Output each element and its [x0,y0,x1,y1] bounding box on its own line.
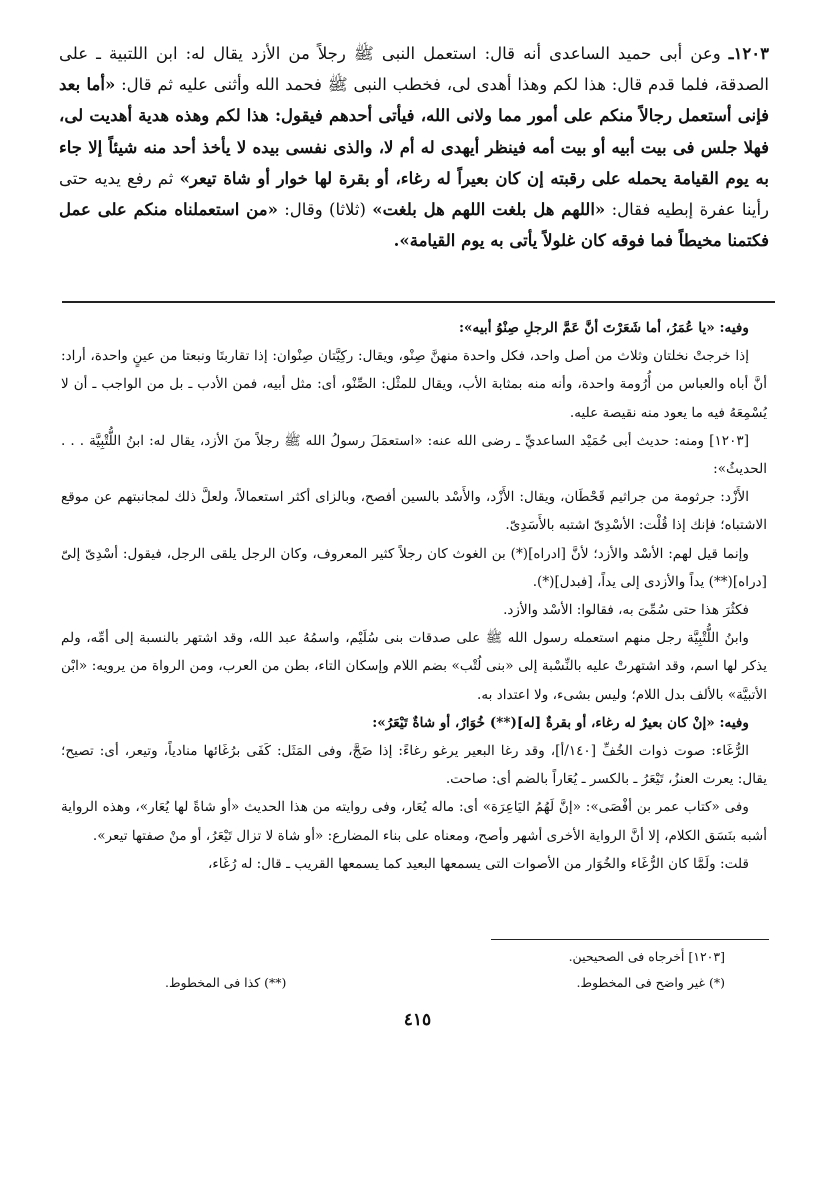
commentary-paragraph: وابنُ اللُّتْبِيَّة رجل منهم استعمله رسول الله ﷺ على صدقات بنى سُلَيْم، واسمُهُ عبد الله، وقد اشتهر بالنسبة إلى أمِّه، ولم يذكر لها اسم، وقد اشتهرتْ عليه بالنِّسْبة إلى «بنى لُتْب» بضم اللام وإسكان التاء، بطن من العرب، ومن الرواة من يرويه: «ابْن الأتبيَّة» بالألف بدل اللام؛ وليس بشىء، ولا اعتداد به. [61,630,767,703]
hadith-narration-3: (ثلاثا) وقال: [277,200,373,220]
section-divider [62,301,775,303]
hadith-narration-1: وعن أبى حميد الساعدى أنه قال: استعمل النبى ﷺ رجلاً من الأزد يقال له: ابن اللتبية ـ على الصدقة، فلما قدم قال: هذا لكم وهذا أهدى لى، فخطب النبى ﷺ فحمد الله وأثنى عليه ثم قال: [59,44,769,95]
hadith-quote-1: «أما بعد فإنى أستعمل رجالاً منكم على أمور مما ولانى الله، فيأتى أحدهم فيقول: هذا لكم وهذه هدية أهديت لى، فهلا جلس فى بيت أبيه أو بيت أمه فينظر أيهدى له أم لا، والذى نفسى بيده لا يأخذ أحد منه شيئاً إلا جاء به يوم القيامة يحمله على رقبته إن كان بعيراً له رغاء، أو بقرة لها خوار أو شاة تيعر» [59,75,769,188]
hadith-quote-2: «اللهم هل بلغت اللهم هل بلغت» [372,200,606,220]
footnote-unclear: (*) غير واضح فى المخطوط. [576,975,725,990]
page-number: ٤١٥ [403,1010,432,1030]
commentary-paragraph: الأَزْد: جرثومة من جراثيم قَحْطَان، ويقال: الأَزْد، والأَسْد بالسين أفصح، وبالزاى أكثر استعمالاً، ولعلَّ ذلك لمجانبتهم عن موقع الاشتباه؛ فإنك إذا قُلْت: الأسْدِىّ اشتبه بالأَسَدِىّ. [61,489,767,534]
commentary-paragraph: [١٢٠٣] ومنه: حديث أبى حُمَيْد الساعديِّ ـ رضى الله عنه: «استعمَلَ رسولُ الله ﷺ رجلاً منَ الأزد، يقال له: ابنُ اللُّتْبِيَّة . . . الحديثُ»: [61,432,767,478]
commentary [61,314,767,878]
commentary-paragraph: إذا خرجتْ نخلتان وثلاث من أصل واحد، فكل واحدة منهنَّ صِنْو، ويقال: ركِيَّتان صِنْوان: إذا تقاربتَا ونبعتا من عينٍ واحدة، أراد: أنَّ أباه والعباس من أُرُومة واحدة، وأنه منه بمثابة الأب، ويقال للمثْل: الصِّنْو، أى: مثل أبيه، فمن الأدب ـ بل من الواجب ـ أن لا يُسْمِعَهُ فيه ما يعود منه نقيصة عليه. [61,348,767,421]
commentary-paragraph: وفيه: «إنْ كان بعيرٌ له رغاء، أو بقرةٌ [له](**) خُوَارٌ، أو شاةٌ تَيْعَرُ»: [372,714,749,731]
hadith-quote-3: «من استعملناه منكم على عمل فكتمنا مخيطاً فما فوقه كان غلولاً يأتى به يوم القيامة» [59,200,769,251]
footnote-source: [١٢٠٣] أخرجاه فى الصحيحين. [568,949,725,964]
footnote-row [165,970,725,996]
hadith-text [59,38,769,256]
footnote-as-is: (**) كذا فى المخطوط. [165,975,287,990]
footnote-divider [491,939,769,940]
hadith-narration-2: ثم رفع يديه حتى رأينا عفرة إبطيه فقال: [59,168,770,220]
commentary-paragraph: فكثُرَ هذا حتى سُمِّىَ به، فقالوا: الأسْد والأزد. [503,602,749,619]
footnotes [125,944,725,996]
hadith-end: . [393,231,400,251]
commentary-paragraph: وفيه: «يا عُمَرُ، أما شَعَرْتَ أنَّ عَمَّ الرجلِ صِنْوُ أبيه»: [459,320,749,336]
commentary-paragraph: الرُّغَاء: صوت ذوات الخُفِّ [١٤٠/أ]، وقد رغا البعير يرغو رغاءً: إذا ضَجَّ، وفى المَثَل: كَفَى برُغَائها منادياً، وتيعر، أى: تصيح؛ يقال: يعرت العنزُ، تَيْعَرُ ـ بالكسر ـ يُعَاراً بالضم أى: صاحت. [61,743,767,788]
commentary-paragraph: وإنما قيل لهم: الأسْد والأزد؛ لأنَّ [ادراه](*) بن الغوث كان رجلاً كثير المعروف، وكان الرجل يلقى الرجل، فيقول: أسْدِىّ إلىّ [دراه](**) يداً والأزدى إلى يداً، [فبدل](*). [61,545,767,590]
hadith-number: ١٢٠٣ـ [728,44,769,63]
commentary-paragraph: وفى «كتاب عمر بن أفْصَى»: «إنَّ لَهُمُ اليَاعِرَة» أى: ماله يُعَار، وفى روايته من هذا الحديث «أو شاةً لها يُعَار»، وهذه الرواية أشبه بنَسَق الكلام، إلا أنَّ الرواية الأخرى أشهر وأصح، ومعناه على بناء المضارع: «أو شاة لا تزال تَيْعَرُ، أو منْ صفتها تيعر». [61,799,767,844]
commentary-paragraph: قلت: ولَمَّا كان الرُّغَاء والخُوَار من الأصوات التى يسمعها البعيد كما يسمعها القريب ـ قال: له رُغَاء، [208,855,749,872]
